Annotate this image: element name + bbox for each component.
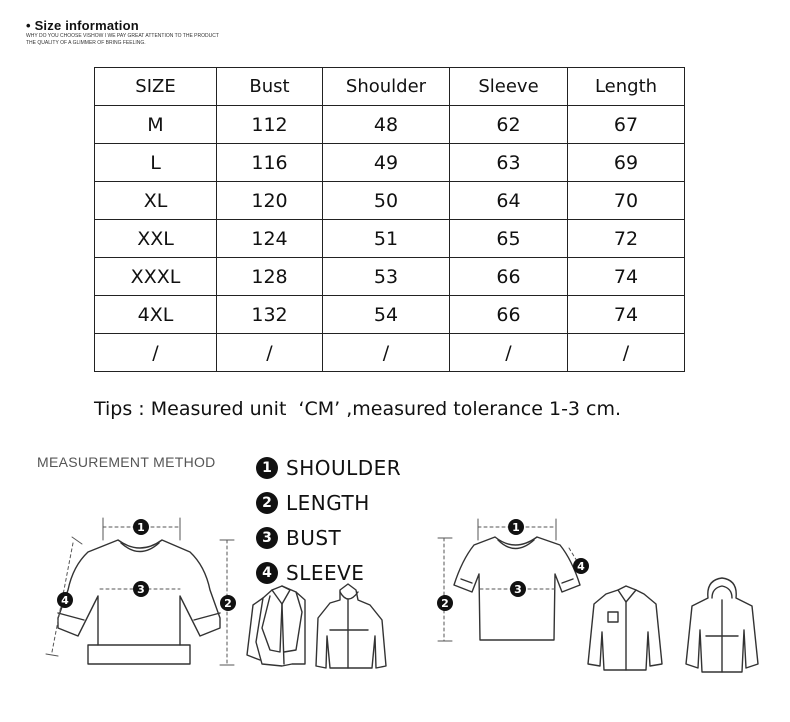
cell-sleeve: 66 <box>450 258 568 296</box>
number-1-icon: 1 <box>256 457 278 479</box>
number-3-icon: 3 <box>256 527 278 549</box>
header-bust: Bust <box>217 68 323 106</box>
legend-label: SLEEVE <box>286 560 365 585</box>
cell-bust: 132 <box>217 296 323 334</box>
cell-sleeve: 63 <box>450 144 568 182</box>
table-row <box>95 182 685 220</box>
cell-bust: 120 <box>217 182 323 220</box>
cell-shoulder: / <box>323 334 450 372</box>
header-shoulder: Shoulder <box>323 68 450 106</box>
tshirt-measure-lines <box>438 519 580 641</box>
tips-text: Tips : Measured unit ‘CM’ ,measured tolerance 1-3 cm. <box>94 398 622 420</box>
cell-length: 72 <box>568 220 685 258</box>
number-2-icon: 2 <box>256 492 278 514</box>
table-row <box>95 258 685 296</box>
size-info-subtitle-2: THE QUALITY OF A GLIMMER OF BRING FEELING. <box>26 40 146 46</box>
marker-label: 1 <box>137 521 145 534</box>
marker-label: 3 <box>514 583 522 596</box>
marker-label: 2 <box>441 597 449 610</box>
cell-length: 70 <box>568 182 685 220</box>
table-row <box>95 220 685 258</box>
jacket-icon <box>316 584 386 668</box>
size-table <box>94 67 685 372</box>
cell-size: XL <box>95 182 217 220</box>
hoodie-icon <box>686 578 758 672</box>
table-row <box>95 296 685 334</box>
measurement-diagrams <box>0 440 790 710</box>
table-header-row <box>95 68 685 106</box>
cell-shoulder: 49 <box>323 144 450 182</box>
cell-length: / <box>568 334 685 372</box>
marker-label: 4 <box>61 594 69 607</box>
cell-sleeve: 66 <box>450 296 568 334</box>
marker-icons <box>57 519 589 611</box>
cell-size: 4XL <box>95 296 217 334</box>
cell-bust: 128 <box>217 258 323 296</box>
marker-label: 3 <box>137 583 145 596</box>
cell-sleeve: 62 <box>450 106 568 144</box>
cell-length: 67 <box>568 106 685 144</box>
legend-label: SHOULDER <box>286 455 402 480</box>
blazer-icon <box>247 586 305 666</box>
cell-sleeve: 64 <box>450 182 568 220</box>
marker-label: 4 <box>577 560 585 573</box>
cell-size: XXL <box>95 220 217 258</box>
size-info-header <box>26 18 219 47</box>
header-length: Length <box>568 68 685 106</box>
cell-bust: 116 <box>217 144 323 182</box>
cell-shoulder: 48 <box>323 106 450 144</box>
legend-label: BUST <box>286 525 342 550</box>
header-size: SIZE <box>95 68 217 106</box>
marker-label: 1 <box>512 521 520 534</box>
cell-size: L <box>95 144 217 182</box>
cell-length: 69 <box>568 144 685 182</box>
cell-sleeve: / <box>450 334 568 372</box>
cell-shoulder: 53 <box>323 258 450 296</box>
cell-bust: / <box>217 334 323 372</box>
sweatshirt-icon <box>58 540 220 664</box>
cell-bust: 124 <box>217 220 323 258</box>
cell-length: 74 <box>568 258 685 296</box>
legend-label: LENGTH <box>286 490 370 515</box>
number-4-icon: 4 <box>256 562 278 584</box>
measurement-method-label: MEASUREMENT METHOD <box>37 454 216 470</box>
cell-size: M <box>95 106 217 144</box>
table-row <box>95 106 685 144</box>
header-sleeve: Sleeve <box>450 68 568 106</box>
shirt-icon <box>588 586 662 670</box>
table-row <box>95 334 685 372</box>
cell-size: / <box>95 334 217 372</box>
size-info-subtitle-1: WHY DO YOU CHOOSE VISHOW I WE PAY GREAT ATTENTION TO THE PRODUCT <box>26 33 219 39</box>
table-row <box>95 144 685 182</box>
cell-sleeve: 65 <box>450 220 568 258</box>
cell-shoulder: 54 <box>323 296 450 334</box>
cell-shoulder: 50 <box>323 182 450 220</box>
cell-length: 74 <box>568 296 685 334</box>
cell-shoulder: 51 <box>323 220 450 258</box>
cell-size: XXXL <box>95 258 217 296</box>
cell-bust: 112 <box>217 106 323 144</box>
size-info-title: • Size information <box>26 18 139 33</box>
marker-label: 2 <box>224 597 232 610</box>
